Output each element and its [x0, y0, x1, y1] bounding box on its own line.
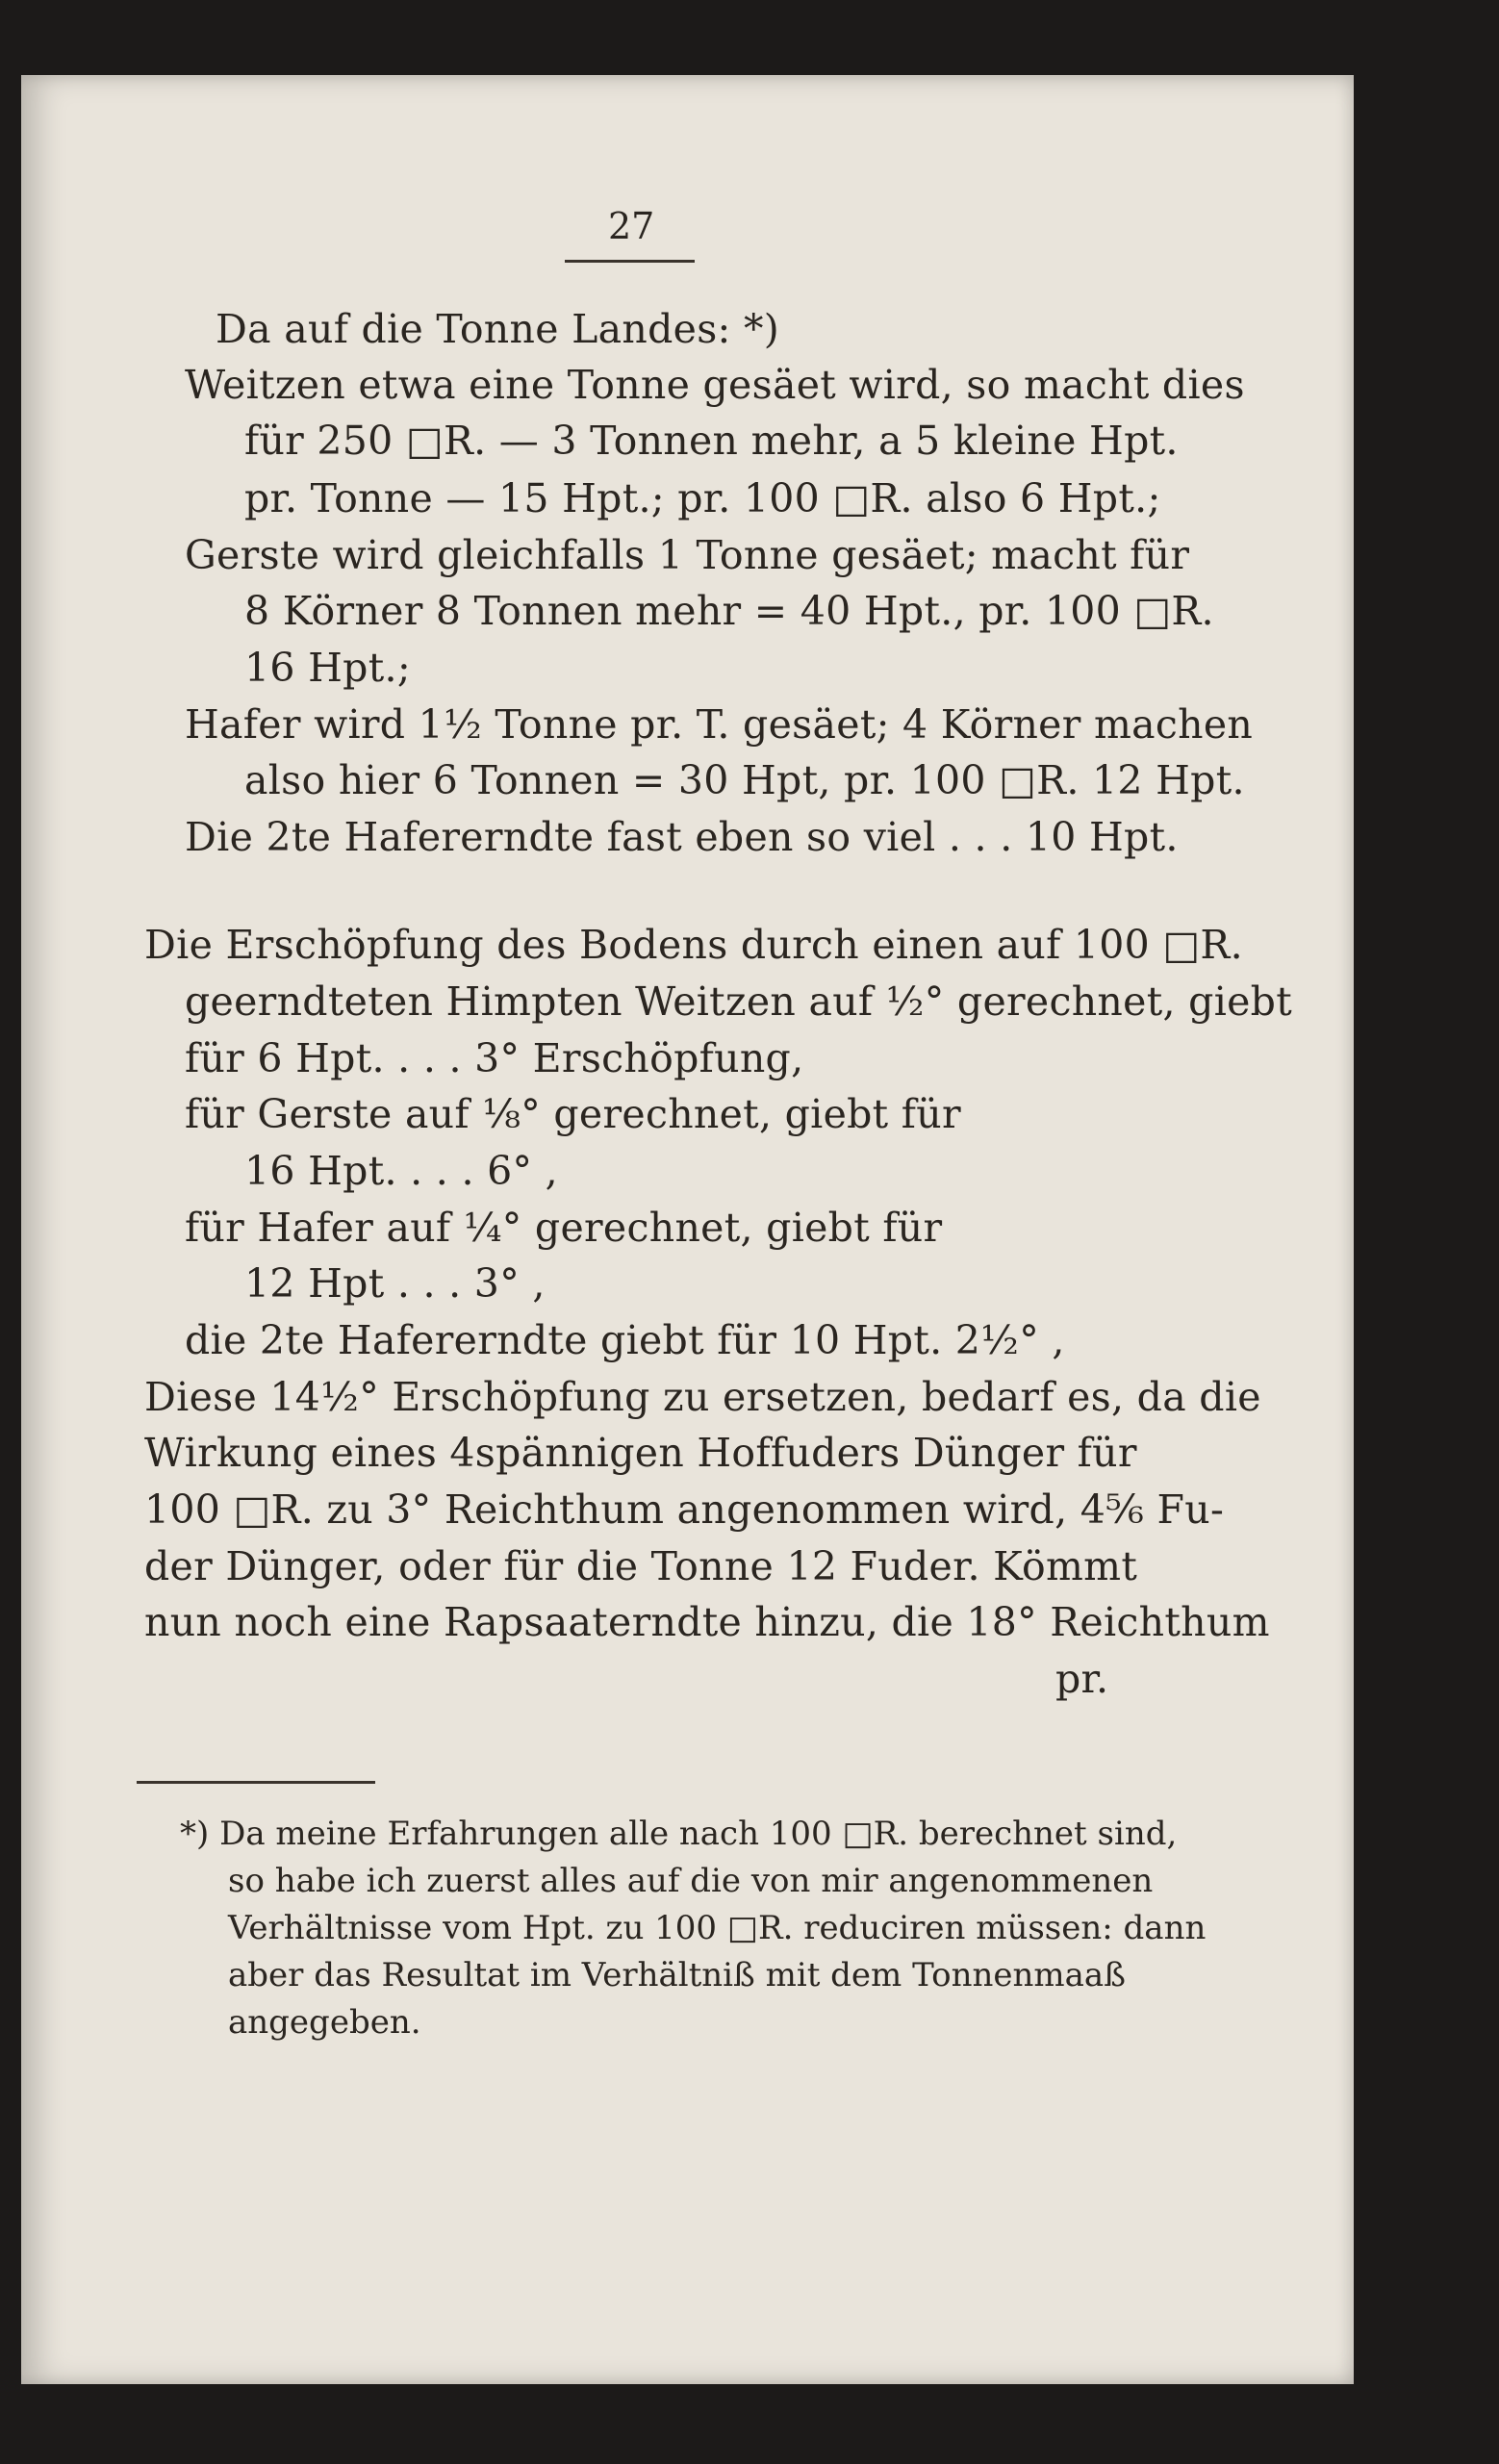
- body-line: Die 2te Hafererndte fast eben so viel . . . 10 Hpt.: [185, 814, 1179, 860]
- body-line: für Gerste auf ⅛° gerechnet, giebt für: [185, 1091, 961, 1137]
- body-line: 100 □R. zu 3° Reichthum angenommen wird, 4⅚ Fu-: [144, 1486, 1225, 1533]
- body-line: für 6 Hpt. . . . 3° Erschöpfung,: [185, 1035, 804, 1081]
- body-line: für Hafer auf ¼° gerechnet, giebt für: [185, 1205, 943, 1251]
- page-number-rule: [565, 260, 695, 263]
- body-line: die 2te Hafererndte giebt für 10 Hpt. 2½° ,: [185, 1317, 1065, 1363]
- body-line: 8 Körner 8 Tonnen mehr = 40 Hpt., pr. 100 □R.: [244, 588, 1214, 634]
- footnote-line: Verhältnisse vom Hpt. zu 100 □R. reduciren müssen: dann: [228, 1909, 1207, 1947]
- body-line: für 250 □R. — 3 Tonnen mehr, a 5 kleine Hpt.: [244, 418, 1179, 464]
- body-line: Die Erschöpfung des Bodens durch einen auf 100 □R.: [144, 922, 1243, 968]
- footnote-line: *) Da meine Erfahrungen alle nach 100 □R. berechnet sind,: [180, 1815, 1178, 1853]
- body-line: Hafer wird 1½ Tonne pr. T. gesäet; 4 Körner machen: [185, 701, 1254, 748]
- body-line: Weitzen etwa eine Tonne gesäet wird, so macht dies: [185, 362, 1245, 408]
- body-line: nun noch eine Rapsaaterndte hinzu, die 18° Reichthum: [144, 1599, 1270, 1645]
- body-line: der Dünger, oder für die Tonne 12 Fuder. Kömmt: [144, 1543, 1138, 1589]
- book-page: [21, 75, 1354, 2384]
- body-line: 16 Hpt.;: [244, 645, 411, 691]
- footnote-line: aber das Resultat im Verhältniß mit dem Tonnenmaaß: [228, 1956, 1126, 1994]
- body-line: 16 Hpt. . . . 6° ,: [244, 1148, 558, 1194]
- footnote-line: so habe ich zuerst alles auf die von mir angenommenen: [228, 1862, 1154, 1900]
- body-line: geerndteten Himpten Weitzen auf ½° gerechnet, giebt: [185, 978, 1292, 1025]
- body-line: Wirkung eines 4spännigen Hoffuders Dünger für: [144, 1430, 1137, 1476]
- footnote-rule: [137, 1781, 375, 1784]
- body-line: Da auf die Tonne Landes: *): [216, 306, 780, 352]
- body-line: Diese 14½° Erschöpfung zu ersetzen, bedarf es, da die: [144, 1374, 1261, 1420]
- footnote-line: angegeben.: [228, 2003, 421, 2042]
- catchword: pr.: [1055, 1656, 1109, 1702]
- body-line: also hier 6 Tonnen = 30 Hpt, pr. 100 □R. 12 Hpt.: [244, 757, 1245, 803]
- body-line: pr. Tonne — 15 Hpt.; pr. 100 □R. also 6 Hpt.;: [244, 475, 1161, 521]
- body-line: 12 Hpt . . . 3° ,: [244, 1260, 546, 1307]
- page-number: 27: [608, 205, 655, 247]
- body-line: Gerste wird gleichfalls 1 Tonne gesäet; macht für: [185, 532, 1190, 578]
